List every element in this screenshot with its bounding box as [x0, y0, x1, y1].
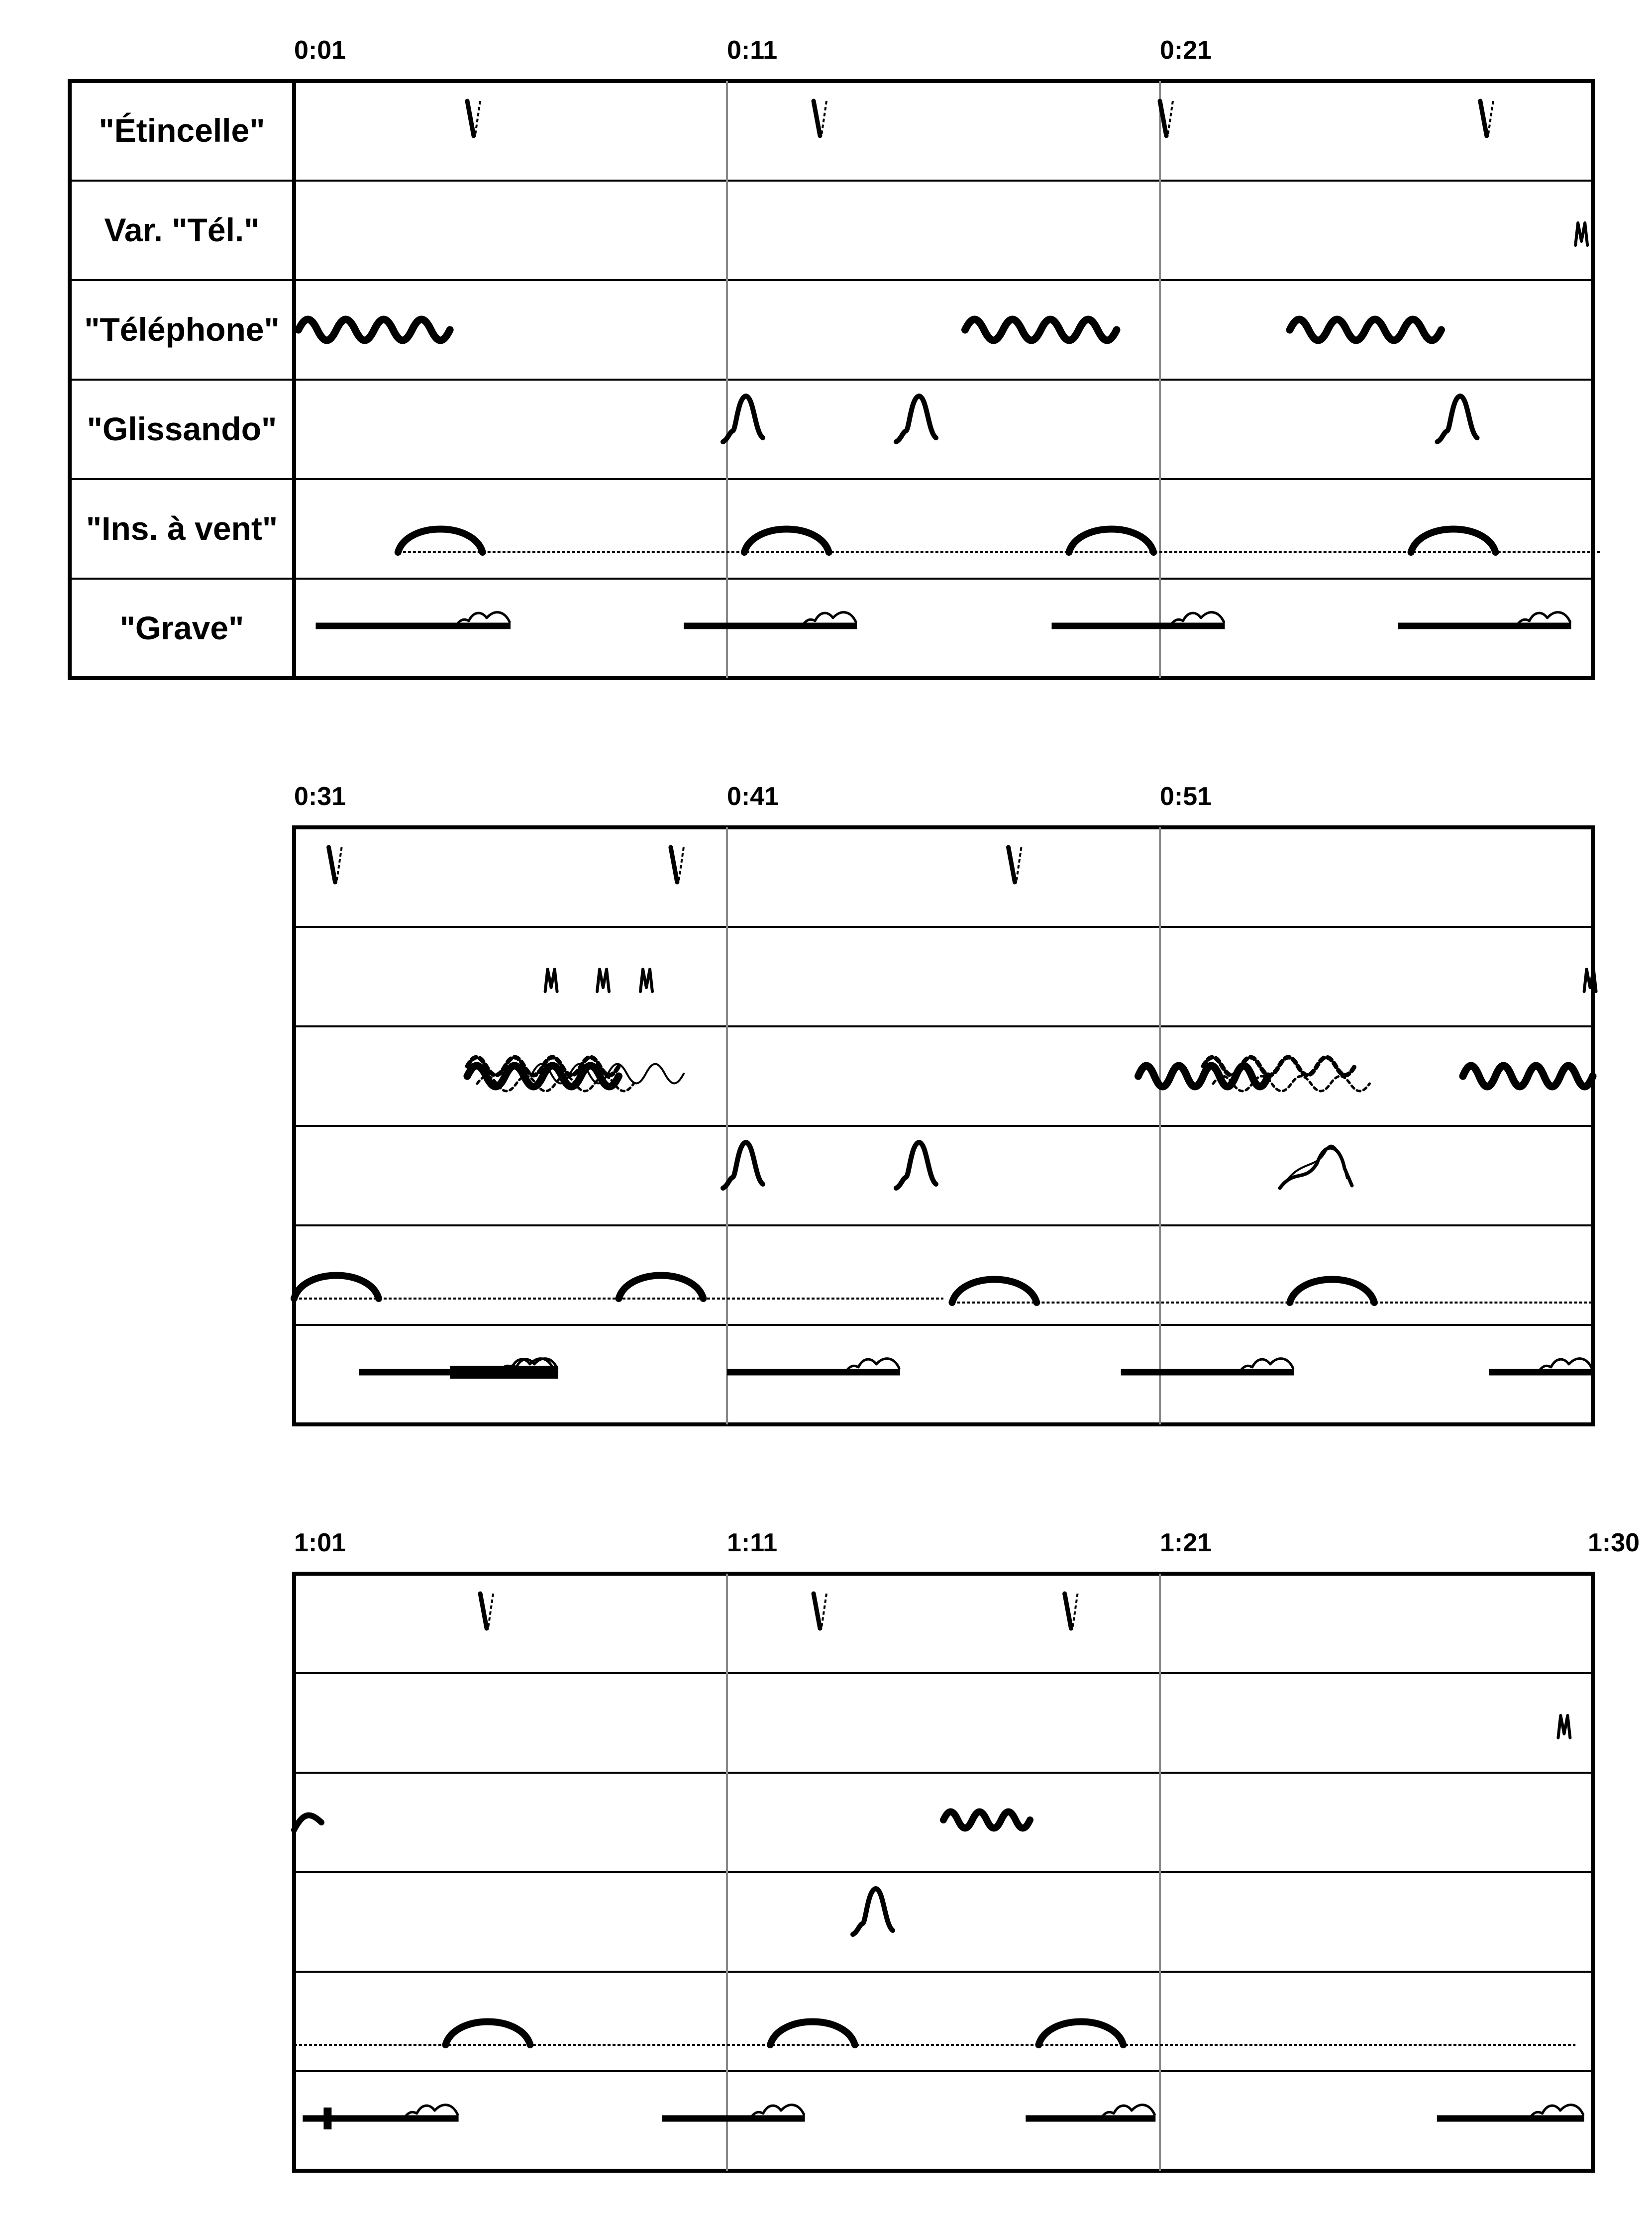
- event-grave: [727, 1359, 900, 1372]
- time-label: 1:21: [1160, 1528, 1212, 1557]
- event-ins-vent: [952, 1280, 1036, 1303]
- event-var-tel: [597, 969, 609, 992]
- event-grave: [1026, 2105, 1155, 2118]
- event-glissando: [896, 1142, 936, 1188]
- event-glissando: [1438, 396, 1477, 442]
- event-etincelle: [1160, 101, 1173, 136]
- event-telephone-short: [943, 1812, 1030, 1828]
- event-var-tel: [1575, 223, 1587, 245]
- row-label: "Grave": [119, 609, 244, 646]
- event-ins-vent: [1038, 2022, 1123, 2045]
- event-ins-vent: [294, 1276, 379, 1299]
- event-var-tel: [1584, 969, 1596, 992]
- row-label: "Étincelle": [99, 112, 265, 149]
- event-glissando: [853, 1889, 893, 1934]
- event-etincelle: [671, 847, 684, 882]
- event-telephone: [299, 319, 450, 340]
- event-etincelle: [480, 1594, 493, 1628]
- time-label: 0:41: [727, 782, 779, 811]
- event-ins-vent: [446, 2022, 530, 2045]
- event-etincelle: [1065, 1594, 1078, 1628]
- event-glissando: [723, 1142, 763, 1188]
- event-var-tel: [545, 969, 557, 992]
- event-etincelle: [467, 101, 480, 136]
- event-etincelle: [814, 101, 826, 136]
- time-label: 0:21: [1160, 36, 1212, 65]
- event-telephone-end: [294, 1815, 321, 1830]
- event-ins-vent: [1069, 529, 1153, 553]
- event-grave: [662, 2105, 805, 2118]
- event-grave: [1398, 612, 1571, 626]
- event-grave: [1437, 2105, 1584, 2118]
- event-etincelle: [1480, 101, 1493, 136]
- score-system-2: [294, 782, 1596, 1424]
- event-ins-vent: [619, 1276, 704, 1299]
- event-ins-vent: [744, 529, 829, 553]
- score-system-3: [294, 1528, 1640, 2171]
- event-glissando: [896, 396, 936, 442]
- event-telephone: [965, 319, 1117, 340]
- event-telephone: [1290, 319, 1442, 340]
- time-label: 0:01: [294, 36, 346, 65]
- row-label: "Téléphone": [84, 311, 280, 348]
- time-label: 0:51: [1160, 782, 1212, 811]
- event-glissando-tangle: [1280, 1146, 1352, 1188]
- event-ins-vent: [398, 529, 483, 553]
- event-var-tel: [640, 969, 652, 992]
- time-label: 0:11: [727, 36, 778, 65]
- row-label: "Glissando": [87, 410, 277, 447]
- time-label: 1:11: [727, 1528, 778, 1557]
- event-etincelle: [814, 1594, 826, 1628]
- event-ins-vent: [1290, 1280, 1374, 1303]
- time-label: 1:01: [294, 1528, 346, 1557]
- event-grave: [1052, 612, 1225, 626]
- event-ins-vent: [1411, 529, 1496, 553]
- event-grave: [1489, 1359, 1593, 1372]
- event-var-tel: [1558, 1715, 1570, 1738]
- event-ins-vent: [770, 2022, 855, 2045]
- time-label: 0:31: [294, 782, 346, 811]
- event-telephone: [1138, 1066, 1268, 1087]
- event-etincelle: [329, 847, 342, 882]
- event-grave: [303, 2105, 458, 2129]
- event-glissando: [723, 396, 763, 442]
- row-label: Var. "Tél.": [104, 211, 260, 248]
- event-grave: [1121, 1359, 1294, 1372]
- time-label: 1:30: [1588, 1528, 1640, 1557]
- row-label: "Ins. à vent": [86, 510, 278, 547]
- event-grave: [684, 612, 857, 626]
- event-grave: [316, 612, 511, 626]
- event-telephone: [1463, 1066, 1593, 1087]
- event-etincelle: [1009, 847, 1022, 882]
- event-grave-heavy: [450, 1359, 558, 1372]
- score-system-1: [70, 36, 1601, 678]
